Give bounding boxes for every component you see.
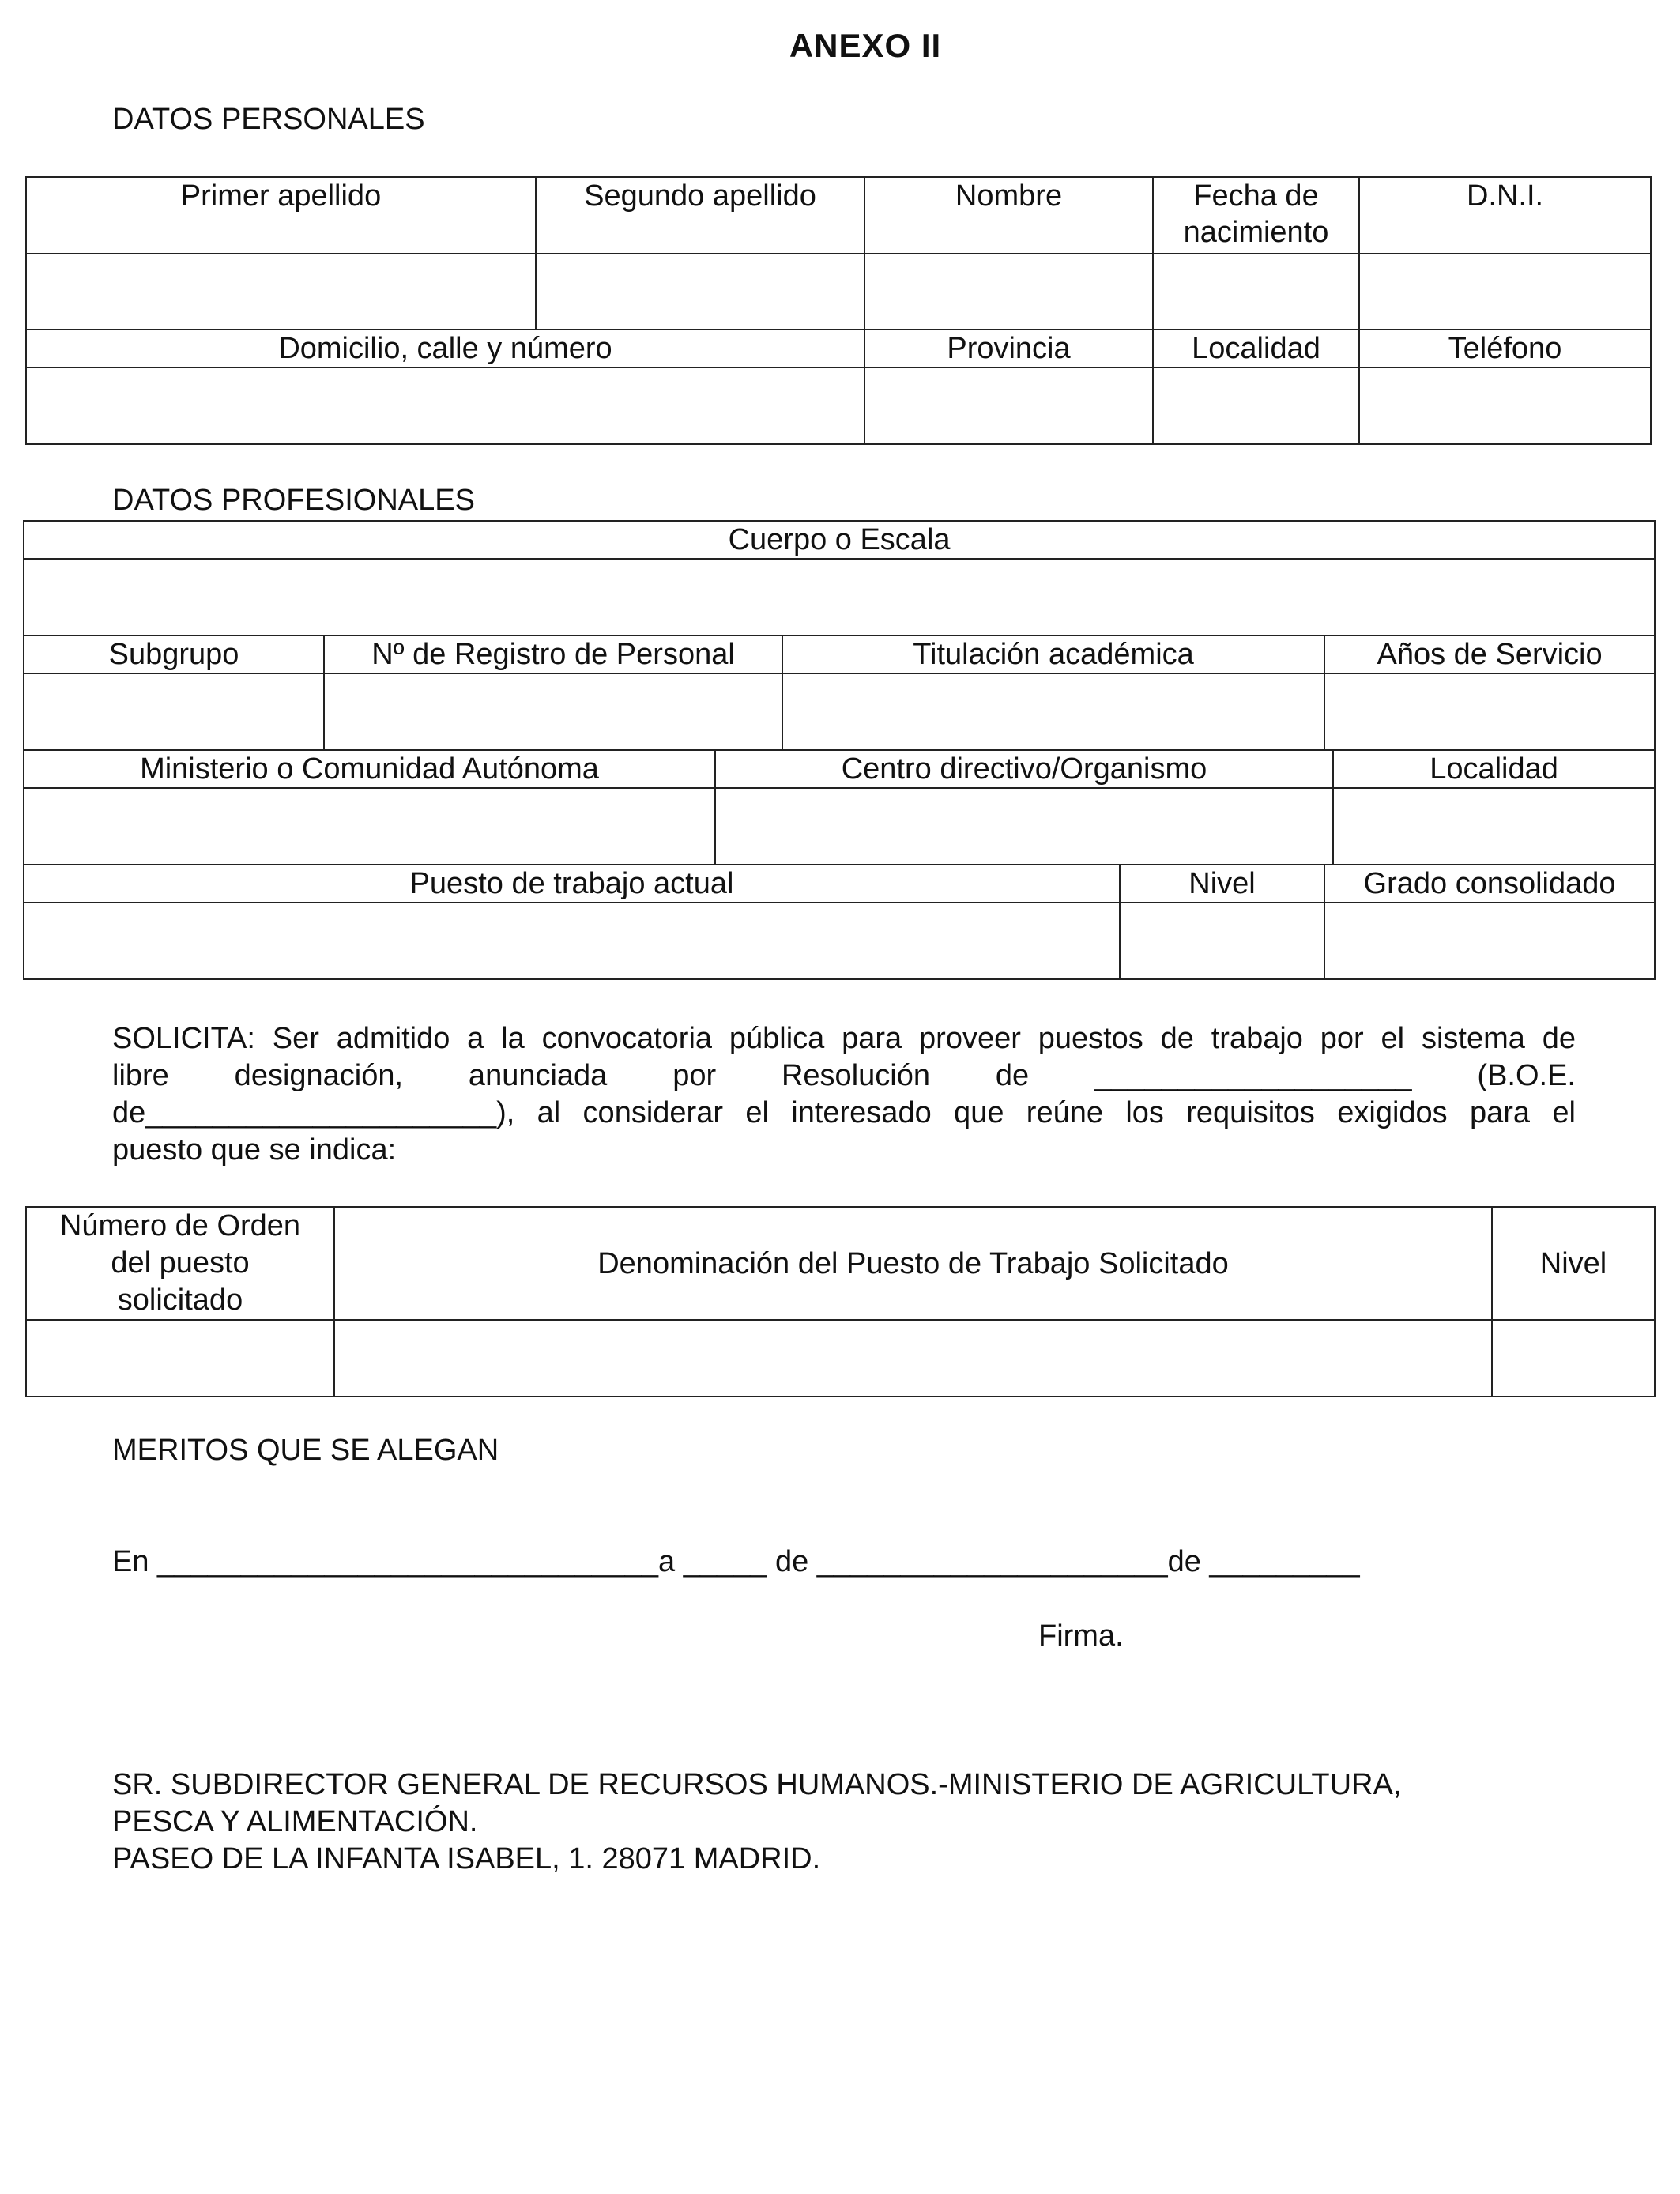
solicita-line-1: SOLICITA: Ser admitido a la convocatoria pública para proveer puestos de trabajo por el sistema de [112,1022,1576,1055]
solicita-line-3: de_____________________), al considerar el interesado que reúne los requisitos exigidos para el [112,1096,1576,1129]
personal-data-table [25,176,1652,445]
domicilio-field[interactable] [26,368,864,444]
nivel-field[interactable] [1120,903,1324,979]
localidad-prof-label: Localidad [1333,750,1655,788]
professional-data-table [23,520,1656,980]
place-date-line[interactable]: En ______________________________a _____ de _____________________de _________ [112,1545,1360,1578]
fecha-nacimiento-label-line2: nacimiento [1183,216,1329,249]
address-block [112,1766,1401,1878]
grado-consolidado-label: Grado consolidado [1324,865,1655,903]
subgrupo-field[interactable] [24,673,324,750]
provincia-label: Provincia [864,330,1153,368]
nivel-solicitado-label: Nivel [1492,1207,1655,1320]
firma-label: Firma. [1038,1619,1124,1653]
ministerio-label: Ministerio o Comunidad Autónoma [24,750,715,788]
professional-data-heading: DATOS PROFESIONALES [112,484,475,517]
fecha-nacimiento-label [1153,177,1359,254]
titulacion-label: Titulación académica [782,635,1324,673]
primer-apellido-field[interactable] [26,254,536,330]
ministerio-field[interactable] [24,788,715,865]
domicilio-label: Domicilio, calle y número [26,330,864,368]
cuerpo-escala-label: Cuerpo o Escala [24,521,1655,559]
solicita-line-4: puesto que se indica: [112,1133,397,1167]
localidad-prof-field[interactable] [1333,788,1655,865]
requested-position-table [25,1206,1656,1397]
dni-field[interactable] [1359,254,1651,330]
telefono-field[interactable] [1359,368,1651,444]
nivel-label: Nivel [1120,865,1324,903]
puesto-actual-field[interactable] [24,903,1120,979]
address-line-1: SR. SUBDIRECTOR GENERAL DE RECURSOS HUMANOS.-MINISTERIO DE AGRICULTURA, [112,1768,1402,1801]
primer-apellido-label: Primer apellido [26,177,536,254]
personal-data-heading: DATOS PERSONALES [112,103,425,136]
puesto-actual-label: Puesto de trabajo actual [24,865,1120,903]
numero-orden-field[interactable] [26,1320,334,1397]
centro-directivo-field[interactable] [715,788,1333,865]
nombre-field[interactable] [864,254,1153,330]
denominacion-puesto-field[interactable] [334,1320,1492,1397]
segundo-apellido-label: Segundo apellido [536,177,864,254]
subgrupo-label: Subgrupo [24,635,324,673]
denominacion-puesto-label: Denominación del Puesto de Trabajo Solicitado [334,1207,1492,1320]
numero-orden-label [26,1207,334,1320]
meritos-heading: MERITOS QUE SE ALEGAN [112,1434,499,1467]
grado-consolidado-field[interactable] [1324,903,1655,979]
page-title: ANEXO II [789,27,942,64]
fecha-nacimiento-field[interactable] [1153,254,1359,330]
numero-orden-label-line1: Número de Orden [59,1209,301,1242]
address-line-3: PASEO DE LA INFANTA ISABEL, 1. 28071 MADRID. [112,1842,821,1875]
registro-personal-label: Nº de Registro de Personal [324,635,782,673]
anos-servicio-field[interactable] [1324,673,1655,750]
centro-directivo-label: Centro directivo/Organismo [715,750,1333,788]
provincia-field[interactable] [864,368,1153,444]
registro-personal-field[interactable] [324,673,782,750]
dni-label: D.N.I. [1359,177,1651,254]
nivel-solicitado-field[interactable] [1492,1320,1655,1397]
titulacion-field[interactable] [782,673,1324,750]
localidad-label: Localidad [1153,330,1359,368]
segundo-apellido-field[interactable] [536,254,864,330]
anos-servicio-label: Años de Servicio [1324,635,1655,673]
localidad-field[interactable] [1153,368,1359,444]
solicita-line-2: libre designación, anunciada por Resolución de ___________________ (B.O.E. [112,1059,1576,1092]
nombre-label: Nombre [864,177,1153,254]
address-line-2: PESCA Y ALIMENTACIÓN. [112,1805,478,1838]
numero-orden-label-line2: del puesto [111,1246,250,1280]
fecha-nacimiento-label-line1: Fecha de [1193,179,1319,213]
solicita-paragraph [112,1020,1576,1169]
telefono-label: Teléfono [1359,330,1651,368]
numero-orden-label-line3: solicitado [117,1284,243,1317]
cuerpo-escala-field[interactable] [24,559,1655,635]
